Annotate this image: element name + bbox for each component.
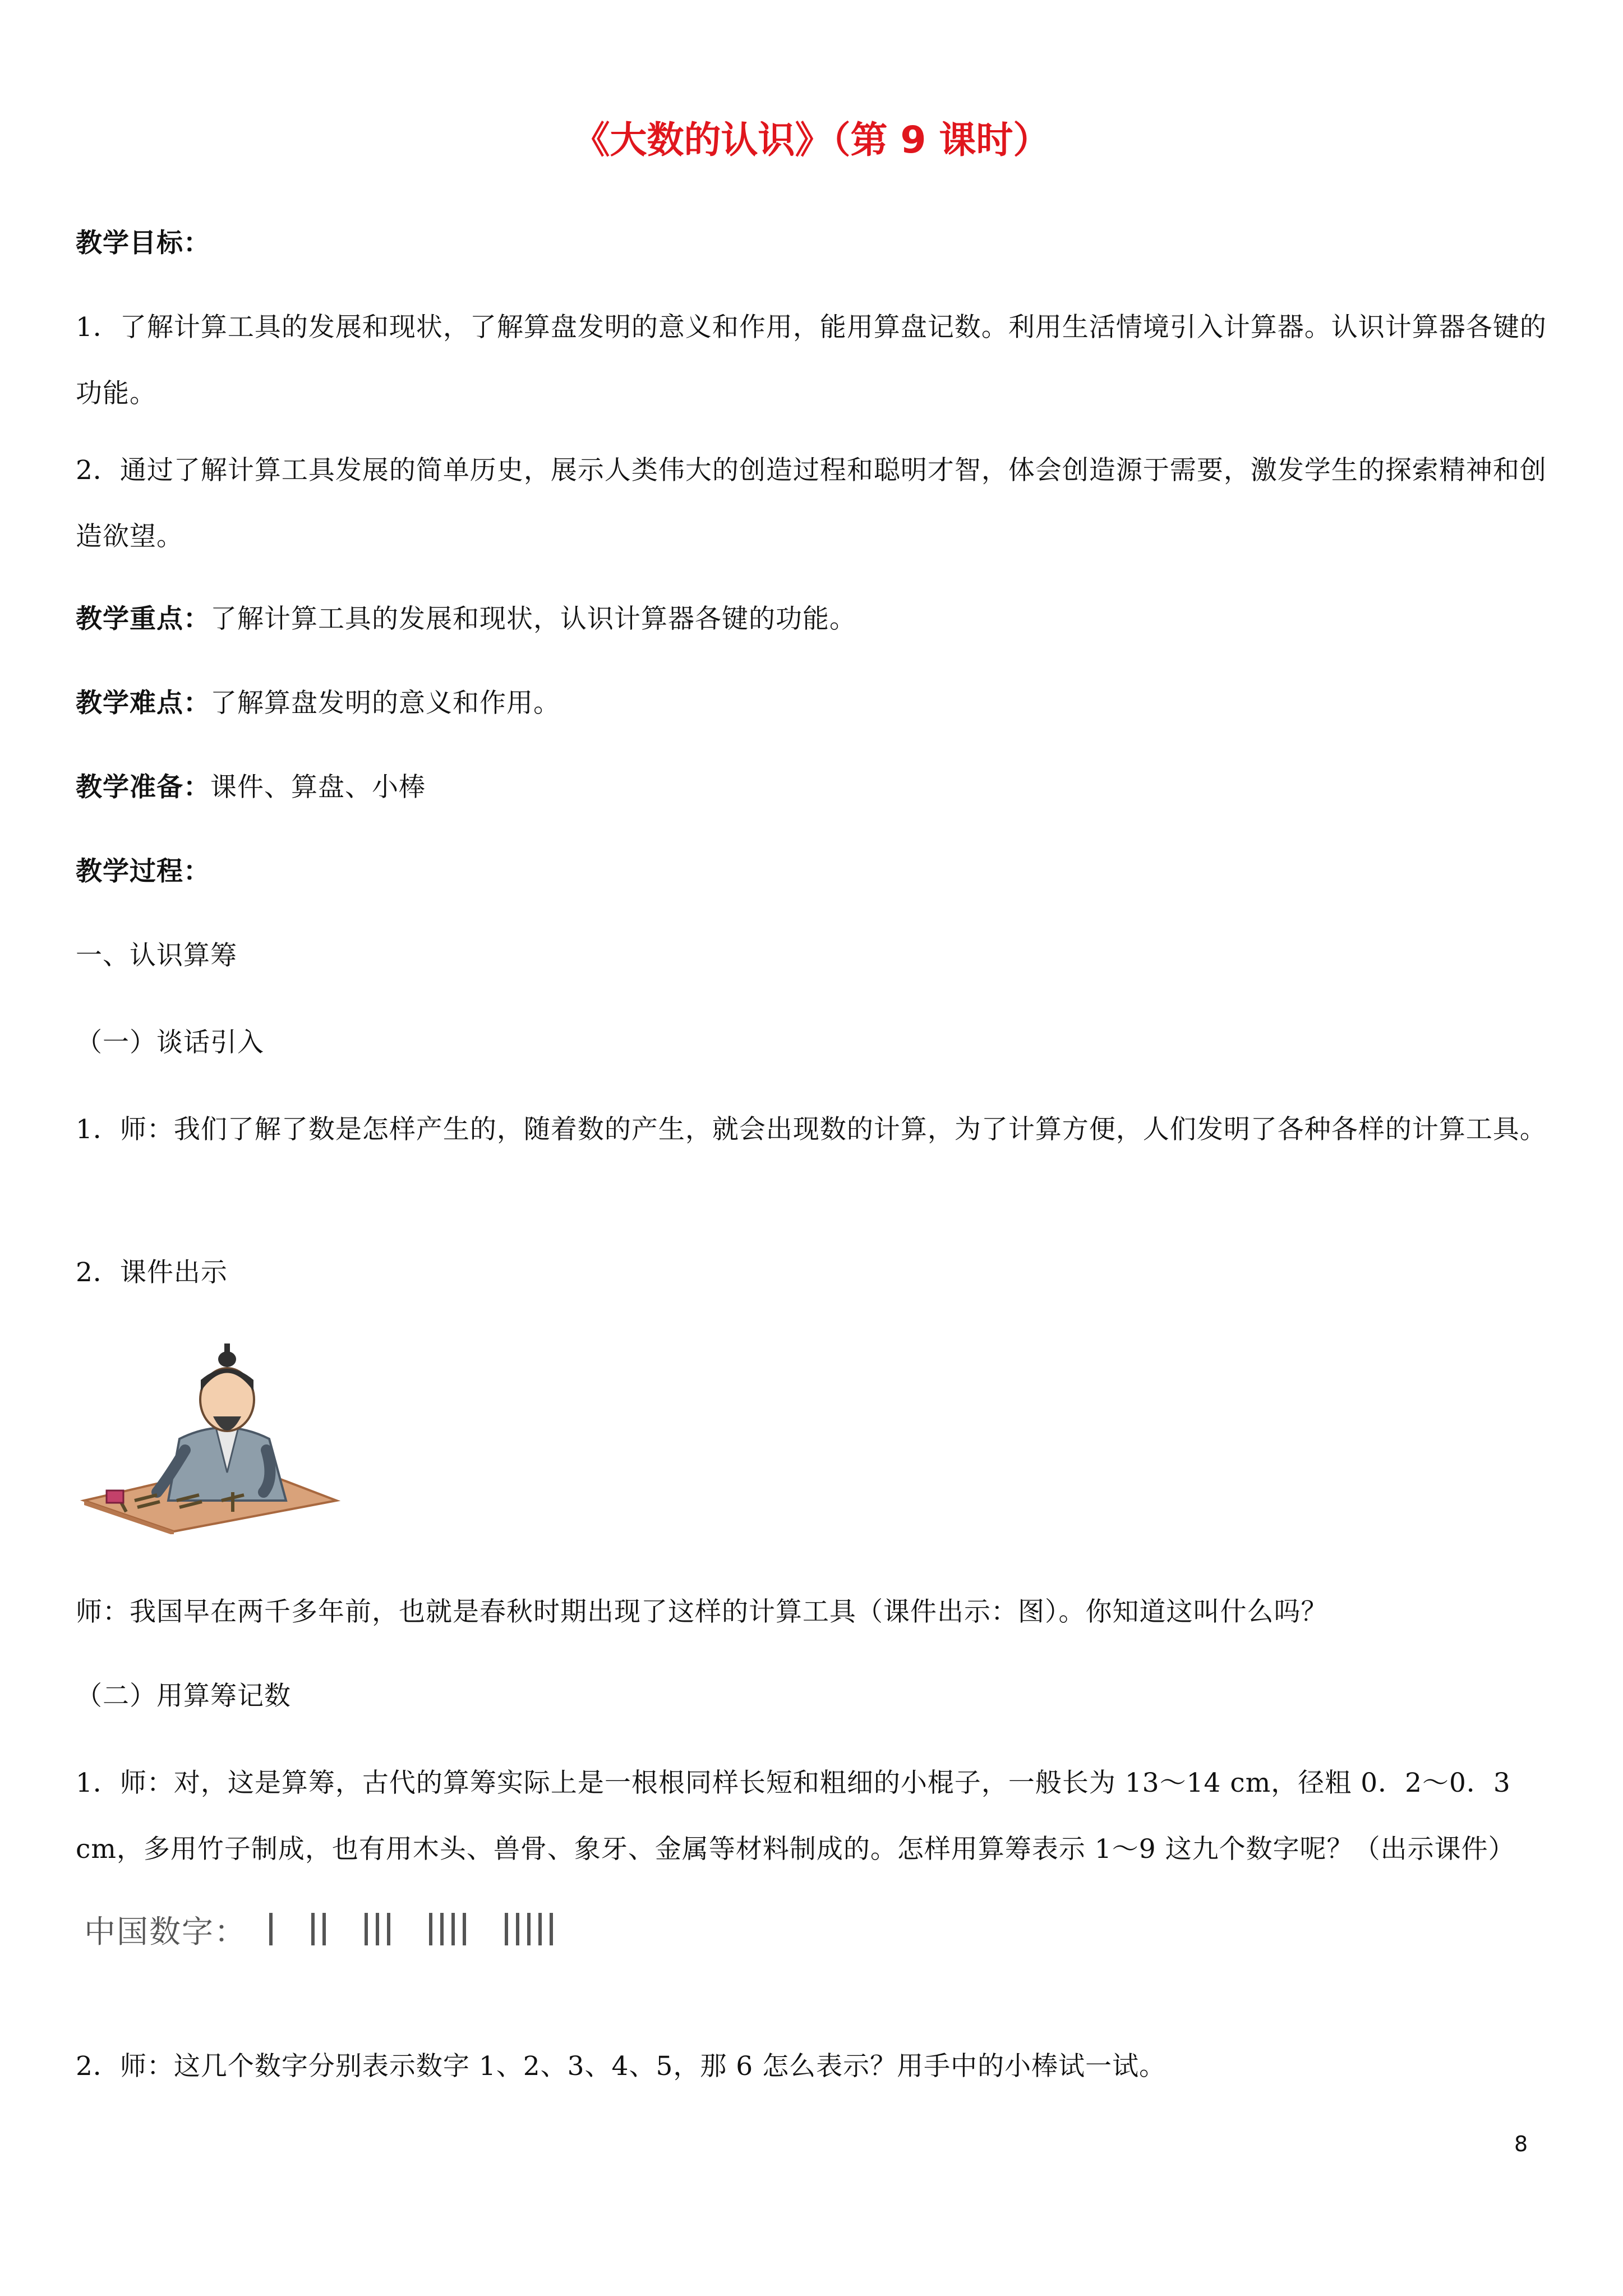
paragraph-1: 1．师：我们了解了数是怎样产生的，随着数的产生，就会出现数的计算，为了计算方便，人们发明了各种各样的计算工具。 [76,1114,1547,1145]
counting-rod [505,1913,508,1945]
objective-item-1: 1．了解计算工具的发展和现状，了解算盘发明的意义和作用，能用算盘记数。利用生活情境引入计算器。认识计算器各键的功能。 [76,312,1547,409]
rod-numeral-3 [365,1913,390,1945]
counting-rod [429,1913,432,1945]
counting-rod [463,1913,466,1945]
preparation [76,754,1548,821]
counting-rod [376,1913,379,1945]
counting-rod [550,1913,553,1945]
paragraph-3: 师：我国早在两千多年前，也就是春秋时期出现了这样的计算工具（课件出示：图）。你知道这叫什么吗？ [76,1596,1328,1627]
rod-numeral-4 [429,1913,466,1945]
process-heading: 教学过程： [76,856,210,887]
scholar-counting-rods-illustration [73,1332,342,1534]
difficulty [76,670,1548,737]
preparation-label: 教学准备： [76,772,210,803]
counting-rod [538,1913,542,1945]
preparation-text: 课件、算盘、小棒 [210,772,426,803]
difficulty-text: 了解算盘发明的意义和作用。 [210,688,560,719]
paragraph-2: 2．课件出示 [76,1257,228,1288]
rod-numerals-label: 中国数字： [84,1914,247,1950]
subsection-heading-1: （一）谈话引入 [76,1027,264,1058]
counting-rod [311,1913,315,1945]
counting-rod [440,1913,444,1945]
counting-rod [527,1913,531,1945]
counting-rod [387,1913,390,1945]
counting-rod [516,1913,519,1945]
objective-item-2: 2．通过了解计算工具发展的简单历史，展示人类伟大的创造过程和聪明才智，体会创造源于需要，激发学生的探索精神和创造欲望。 [76,455,1547,552]
rod-numeral-5 [505,1913,553,1945]
rod-numerals-figure [84,1902,589,1963]
key-point [76,586,1548,652]
document-title: 《大数的认识》（第 9 课时） [573,118,1050,162]
section-heading-1: 一、认识算筹 [76,940,237,971]
key-point-text: 了解计算工具的发展和现状，认识计算器各键的功能。 [210,604,856,634]
counting-rod [451,1913,455,1945]
subsection-heading-2: （二）用算筹记数 [76,1681,291,1711]
paragraph-4: 1．师：对，这是算筹，古代的算筹实际上是一根根同样长短和粗细的小棍子，一般长为 13～14 cm，径粗 0．2～0．3 cm，多用竹子制成，也有用木头、兽骨、象牙、金属等材料制成的。怎样用算筹表示 1～9 这九个数字呢？（出示课件） [76,1768,1515,1865]
rod-numeral-1 [269,1913,273,1945]
counting-rod [322,1913,326,1945]
objectives-heading: 教学目标： [76,228,210,259]
counting-rod [269,1913,273,1945]
rod-numeral-2 [311,1913,326,1945]
paragraph-5: 2．师：这几个数字分别表示数字 1、2、3、4、5，那 6 怎么表示？用手中的小棒试一试。 [76,2051,1166,2082]
difficulty-label: 教学难点： [76,688,210,719]
key-point-label: 教学重点： [76,604,210,634]
page-number: 8 [1514,2132,1528,2156]
rod-numerals-graphic [264,1902,578,1958]
counting-rod [365,1913,368,1945]
